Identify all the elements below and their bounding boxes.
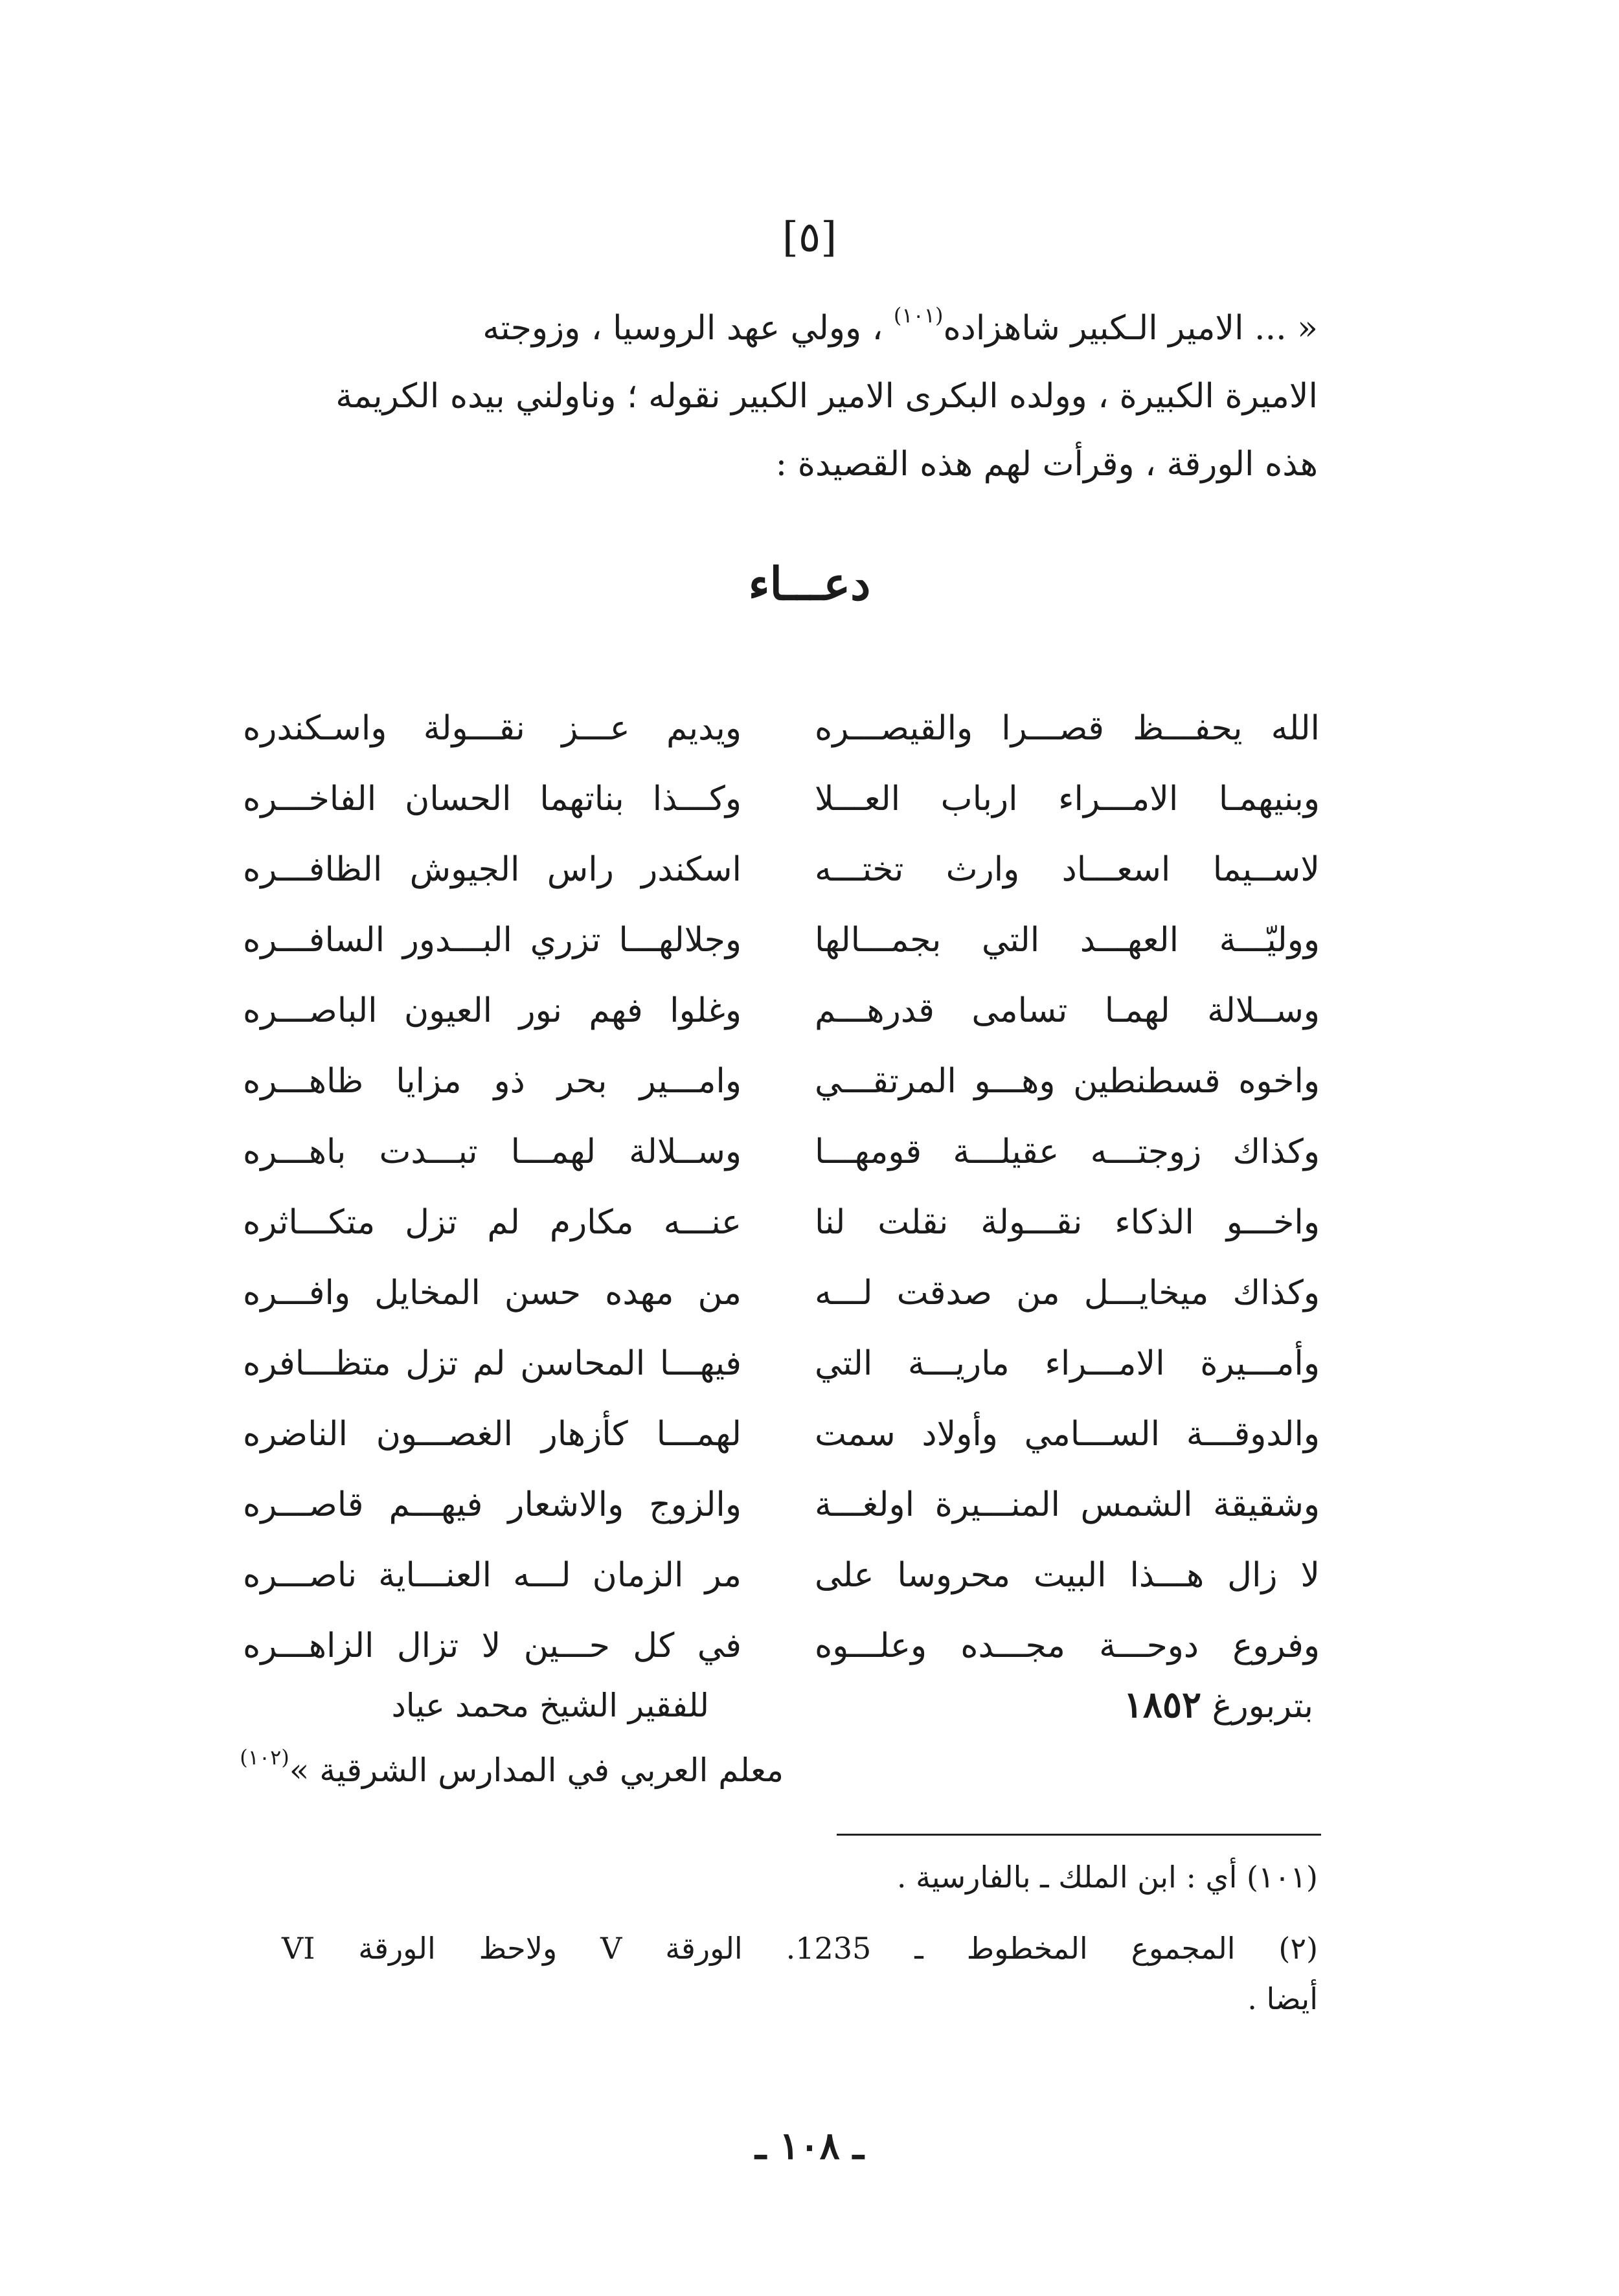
signature-name: للفقير الشيخ محمد عياد <box>391 1687 709 1724</box>
page-number: ـ ١٠٨ ـ <box>755 2124 864 2168</box>
footnote-1: (١٠١) أي : ابن الملك ـ بالفارسية . <box>896 1860 1318 1895</box>
verse-1-second-hemistich: ويديم عـــز نقـــولة واسـكندره <box>243 709 742 748</box>
signature-title-text: معلم العربي في المدارس الشرقية » <box>289 1751 784 1789</box>
footnote-2-line-1: (٢) المجموع المخطوط ـ 1235. الورقة V ولاحظ الورقة VI <box>282 1931 1319 1966</box>
intro-line-1-end: ، وولي عهد الروسيا ، وزوجته <box>482 309 894 348</box>
intro-paragraph <box>243 295 1318 499</box>
year: ١٨٥٢ <box>1123 1683 1202 1726</box>
verse-14-first-hemistich: وفروع دوحـــة مجـــده وعلـــوه <box>815 1626 1320 1665</box>
verse-14-second-hemistich: في كل حـــين لا تزال الزاهـــره <box>243 1626 742 1665</box>
signature-footnote-ref: (١٠٢) <box>240 1745 289 1770</box>
intro-footnote-ref: (١٠١) <box>893 303 944 328</box>
footnote-separator <box>837 1834 1321 1836</box>
intro-line-1 <box>243 295 1318 363</box>
verse-6-first-hemistich: واخوه قسطنطين وهـــو المرتقـــي <box>815 1062 1320 1101</box>
verse-5-first-hemistich: وســلالة لهمـا تسامى قدرهـــم <box>815 991 1320 1030</box>
verse-3-first-hemistich: لاســيما اسعـــاد وارث تختـــه <box>815 850 1320 889</box>
verse-9-first-hemistich: وكذاك ميخايـــل من صدقت لـــه <box>815 1274 1320 1312</box>
verse-5-second-hemistich: وغلوا فهم نور العيون الباصـــره <box>243 991 742 1030</box>
verse-4-first-hemistich: ووليّـــة العهـــد التي بجمـــالها <box>815 921 1320 960</box>
footnote-2-line-2: أيضا . <box>1247 1981 1318 2016</box>
verse-1-first-hemistich: الله يحفـــظ قصـــرا والقيصـــره <box>815 709 1320 748</box>
section-number: [٥] <box>782 214 837 262</box>
intro-line-2: الاميرة الكبيرة ، وولده البكرى الامير الكبير نقوله ؛ وناولني بيده الكريمة <box>335 377 1318 416</box>
verse-9-second-hemistich: من مهده حسن المخايل وافـــره <box>243 1274 742 1312</box>
place-date <box>1124 1683 1313 1726</box>
verse-13-second-hemistich: مر الزمان لـــه العنـــاية ناصـــره <box>243 1556 742 1595</box>
verse-8-first-hemistich: واخـــو الذكاء نقـــولة نقلت لنا <box>815 1203 1320 1242</box>
poem-title: دعـــاء <box>748 557 871 611</box>
verse-12-first-hemistich: وشقيقة الشمس المنـــيرة اولغـــة <box>815 1485 1320 1524</box>
verse-12-second-hemistich: والزوج والاشعار فيهـــم قاصـــره <box>243 1485 742 1524</box>
verse-2-first-hemistich: وبنيهمـا الامـــراء ارباب العـــلا <box>815 780 1320 818</box>
verse-7-first-hemistich: وكذاك زوجتـــه عقيلـــة قومهـــا <box>815 1132 1320 1171</box>
verse-13-first-hemistich: لا زال هـــذا البيت محروسا على <box>815 1556 1320 1595</box>
verse-3-second-hemistich: اسكندر راس الجيوش الظافـــره <box>243 850 742 889</box>
verse-10-second-hemistich: فيهـــا المحاسن لم تزل متظـــافره <box>243 1344 742 1383</box>
verse-11-second-hemistich: لهمـــا كأزهار الغصـــون الناضره <box>243 1415 742 1454</box>
verse-2-second-hemistich: وكـــذا بناتهما الحسان الفاخـــره <box>243 780 742 818</box>
intro-line-1-start: « ... الامير الـكبير شاهزاده <box>943 309 1318 348</box>
verse-6-second-hemistich: وامـــير بحر ذو مزايا ظاهـــره <box>243 1062 742 1101</box>
verse-11-first-hemistich: والدوقـــة الســـامي وأولاد سمت <box>815 1415 1320 1454</box>
verse-4-second-hemistich: وجلالهـــا تزري البـــدور السافـــره <box>243 921 742 960</box>
verse-7-second-hemistich: وســلالة لهمـــا تبـــدت باهـــره <box>243 1132 742 1171</box>
place-name: بتربورغ <box>1212 1687 1313 1726</box>
intro-line-3: هذه الورقة ، وقرأت لهم هذه القصيدة : <box>775 445 1318 484</box>
verse-10-first-hemistich: وأمـــيرة الامـــراء ماريـــة التي <box>815 1344 1320 1383</box>
verse-8-second-hemistich: عنـــه مكارم لم تزل متكـــاثره <box>243 1203 742 1242</box>
signature-title <box>240 1745 784 1789</box>
